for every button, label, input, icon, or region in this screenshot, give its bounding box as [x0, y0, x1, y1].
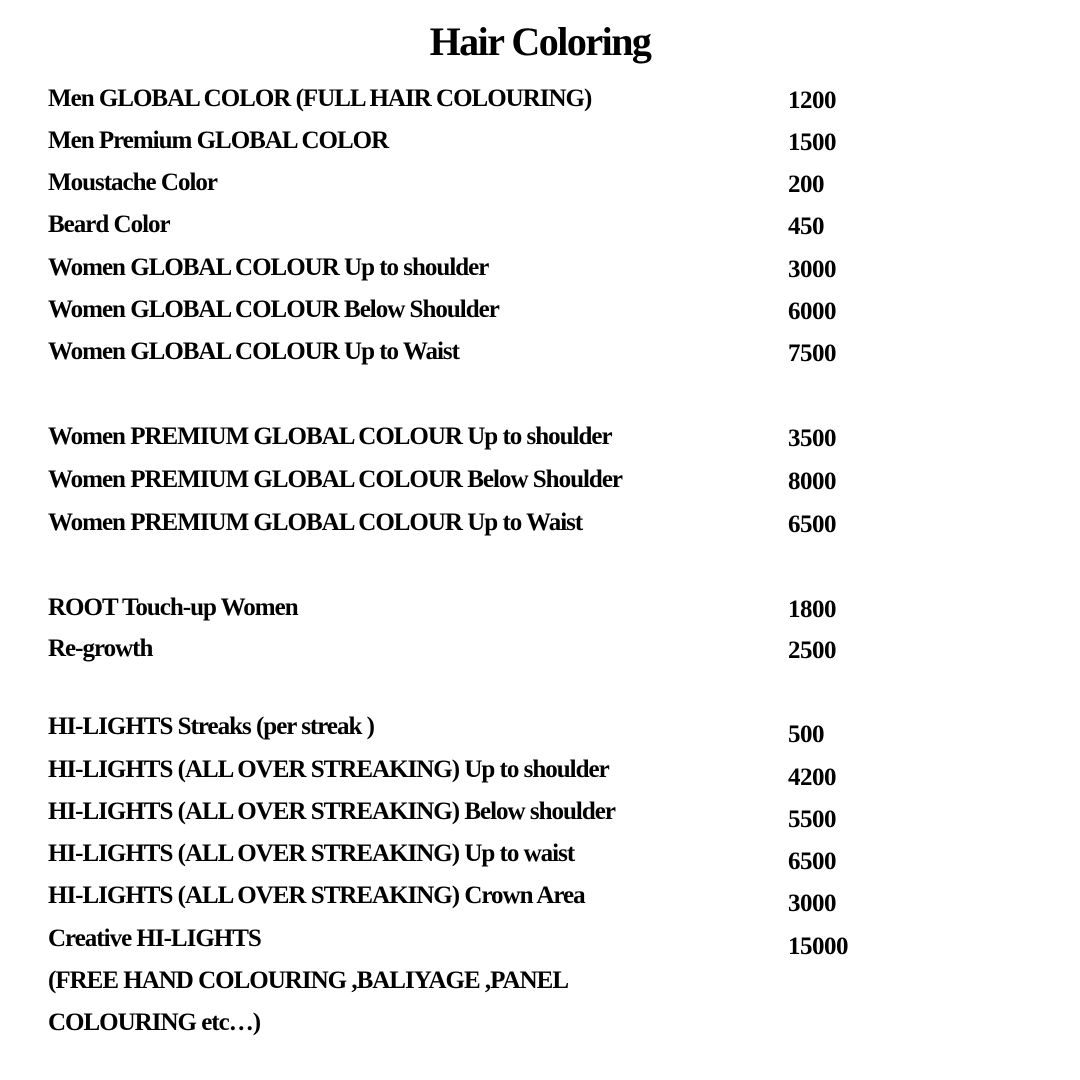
service-price: 1200: [788, 87, 836, 114]
price-row-men-premium-global-color: [48, 126, 1048, 166]
service-price: 200: [788, 171, 824, 198]
price-row-women-premium-up-to-shoulder: [48, 422, 1048, 462]
price-row-women-global-below-shoulder: [48, 295, 1048, 335]
creative-note-line: COLOURING etc…): [48, 1009, 261, 1036]
service-price: 450: [788, 213, 824, 240]
service-name: HI-LIGHTS (ALL OVER STREAKING) Up to shoulder: [48, 756, 609, 783]
service-name: HI-LIGHTS (ALL OVER STREAKING) Crown Area: [48, 882, 585, 909]
service-name: Men Premium GLOBAL COLOR: [48, 127, 389, 154]
service-name: ROOT Touch-up Women: [48, 594, 298, 621]
price-row-moustache-color: [48, 168, 1048, 208]
price-row-hi-lights-crown-area: [48, 881, 1048, 921]
service-name: HI-LIGHTS (ALL OVER STREAKING) Up to waist: [48, 840, 575, 867]
page-title: Hair Coloring: [429, 19, 651, 64]
service-price: 5500: [788, 806, 836, 833]
service-price: 15000: [788, 933, 848, 960]
service-name: Moustache Color: [48, 169, 217, 196]
service-name: Women GLOBAL COLOUR Up to shoulder: [48, 254, 489, 281]
price-row-women-global-up-to-waist: [48, 337, 1048, 377]
price-row-root-touch-up-women: [48, 593, 1048, 633]
service-name: Re-growth: [48, 635, 153, 662]
service-price: 3500: [788, 425, 836, 452]
service-price: 1800: [788, 596, 836, 623]
creative-note-line: (FREE HAND COLOURING ,BALIYAGE ,PANEL: [48, 967, 569, 994]
price-row-hi-lights-up-to-shoulder: [48, 755, 1048, 795]
service-price: 3000: [788, 256, 836, 283]
service-price: 6500: [788, 848, 836, 875]
service-name: HI-LIGHTS Streaks (per streak ): [48, 713, 374, 740]
price-row-women-premium-up-to-waist: [48, 508, 1048, 548]
service-price: 6000: [788, 298, 836, 325]
service-name: Women GLOBAL COLOUR Up to Waist: [48, 338, 459, 365]
service-price: 6500: [788, 511, 836, 538]
service-name: HI-LIGHTS (ALL OVER STREAKING) Below shoulder: [48, 798, 615, 825]
price-row-women-premium-below-shoulder: [48, 465, 1048, 505]
service-price: 1500: [788, 129, 836, 156]
service-price: 500: [788, 721, 824, 748]
service-name: Women PREMIUM GLOBAL COLOUR Up to shoulder: [48, 423, 612, 450]
service-price: 4200: [788, 764, 836, 791]
price-row-men-global-color: [48, 84, 1048, 124]
price-row-beard-color: [48, 210, 1048, 250]
price-row-re-growth: [48, 634, 1048, 674]
service-name: Beard Color: [48, 211, 170, 238]
service-name: Women PREMIUM GLOBAL COLOUR Below Shoulder: [48, 466, 623, 493]
price-row-hi-lights-below-shoulder: [48, 797, 1048, 837]
service-price: 3000: [788, 890, 836, 917]
service-price: 7500: [788, 340, 836, 367]
service-price: 8000: [788, 468, 836, 495]
price-row-hi-lights-up-to-waist: [48, 839, 1048, 879]
price-row-women-global-up-to-shoulder: [48, 253, 1048, 293]
price-row-creative-hi-lights: [48, 924, 1048, 964]
service-name: Men GLOBAL COLOR (FULL HAIR COLOURING): [48, 85, 592, 112]
service-price: 2500: [788, 637, 836, 664]
service-name: Women PREMIUM GLOBAL COLOUR Up to Waist: [48, 509, 583, 536]
service-name: Women GLOBAL COLOUR Below Shoulder: [48, 296, 499, 323]
price-row-hi-lights-streaks: [48, 712, 1048, 752]
service-name: Creative HI-LIGHTS: [48, 925, 261, 952]
